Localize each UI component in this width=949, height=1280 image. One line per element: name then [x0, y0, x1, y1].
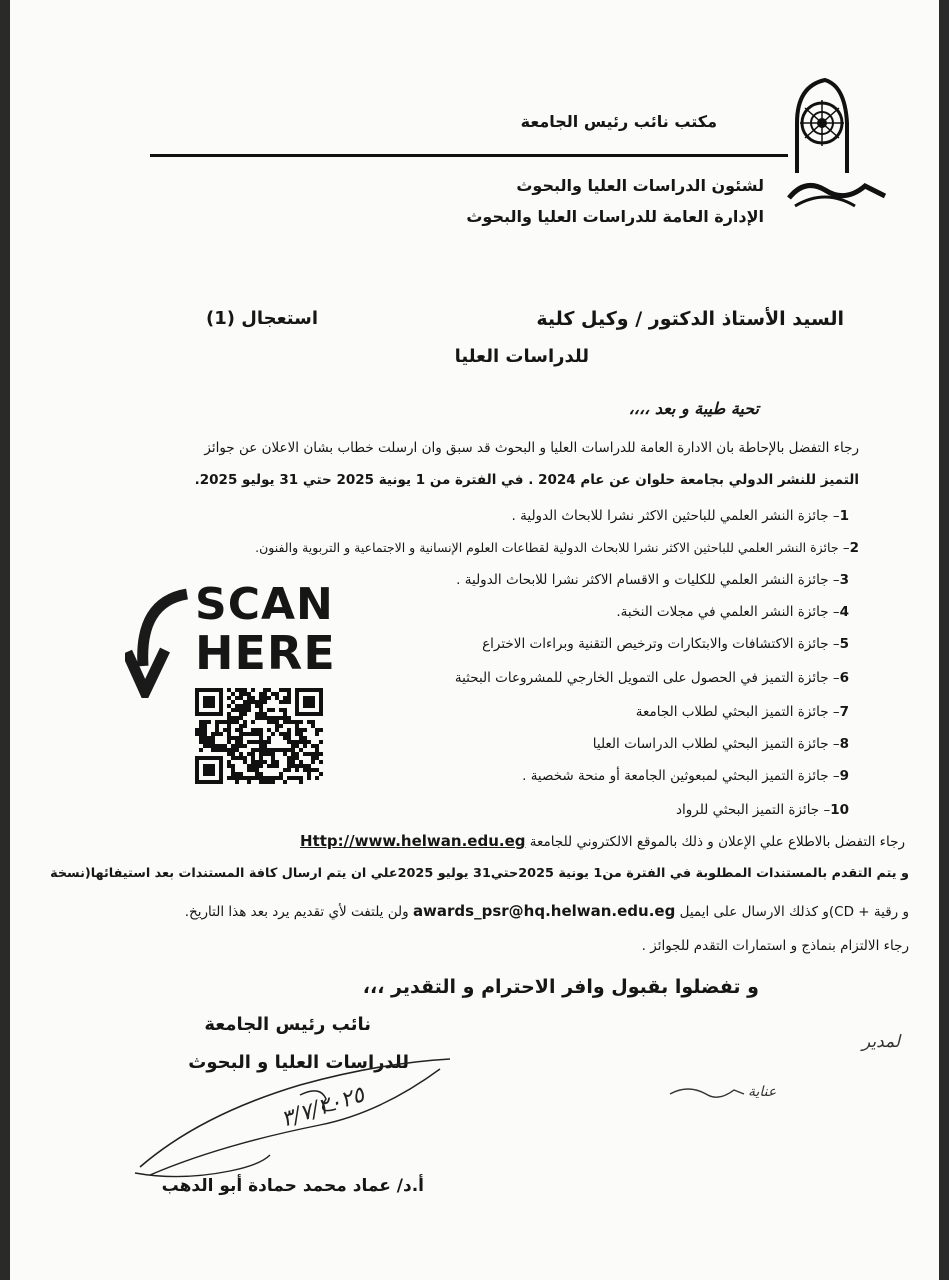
intro-line1: رجاء التفضل بالإحاطة بان الادارة العامة للدراسات العليا و البحوث قد سبق وان ارسلت خطاب بشان الاعلان عن جوائز	[204, 440, 859, 456]
award-text: جائزة الاكتشافات والابتكارات وترخيص التقنية وبراءات الاختراع	[482, 636, 829, 652]
list-item: 4– جائزة النشر العلمي في مجلات النخبة.	[616, 604, 849, 620]
award-text: جائزة التميز البحثي لمبعوثين الجامعة أو منحة شخصية .	[522, 768, 829, 784]
scan-here-block	[125, 579, 340, 792]
list-item: 9– جائزة التميز البحثي لمبعوثين الجامعة أو منحة شخصية .	[522, 768, 849, 784]
list-item: 7– جائزة التميز البحثي لطلاب الجامعة	[635, 704, 849, 720]
forms-line: رجاء الالتزام بنماذج و استمارات التقدم للجوائز .	[641, 938, 909, 954]
website-url[interactable]: Http://www.helwan.edu.eg	[300, 832, 526, 850]
closing-line: و تفضلوا بقبول وافر الاحترام و التقدير ،،،	[362, 976, 759, 998]
signatory-name: أ.د/ عماد محمد حمادة أبو الدهب	[161, 1176, 424, 1196]
list-item: 8– جائزة التميز البحثي لطلاب الدراسات العليا	[592, 736, 849, 752]
award-number: 1	[839, 508, 849, 524]
award-text: جائزة التميز البحثي لطلاب الجامعة	[635, 704, 829, 720]
letter-page	[10, 0, 939, 1280]
list-item: 5– جائزة الاكتشافات والابتكارات وترخيص التقنية وبراءات الاختراع	[482, 636, 849, 652]
award-text: جائزة التميز البحثي لطلاب الدراسات العليا	[592, 736, 829, 752]
award-number: 9	[839, 768, 849, 784]
website-text: رجاء التفضل بالاطلاع علي الإعلان و ذلك بالموقع الالكتروني للجامعة	[529, 834, 905, 850]
award-number: 6	[839, 670, 849, 686]
email-address[interactable]: awards_psr@hq.helwan.edu.eg	[412, 902, 676, 920]
handwritten-date: ٣/٧/٢٠٢٥	[278, 1082, 368, 1133]
list-item: 2– جائزة النشر العلمي للباحثين الاكثر نشرا للابحاث الدولية لقطاعات العلوم الإنسانية و الاجتماعية و التربوية والفنون.	[255, 540, 859, 556]
award-number: 2	[849, 540, 859, 556]
award-text: جائزة النشر العلمي للكليات و الاقسام الاكثر نشرا للابحاث الدولية .	[456, 572, 829, 588]
addressee-line2: للدراسات العليا	[454, 346, 589, 367]
university-seal-icon	[785, 78, 895, 218]
award-text: جائزة النشر العلمي في مجلات النخبة.	[616, 604, 829, 620]
list-item: 1– جائزة النشر العلمي للباحثين الاكثر نشرا للابحاث الدولية .	[511, 508, 849, 524]
website-line	[300, 832, 905, 850]
award-number: 7	[839, 704, 849, 720]
email-text-before: و رقية + CD)و كذلك الارسال على ايميل	[679, 904, 909, 920]
email-text-after: ولن يلتفت لأي تقديم يرد بعد هذا التاريخ.	[184, 904, 409, 920]
award-number: 4	[839, 604, 849, 620]
list-item: 6– جائزة التميز في الحصول على التمويل الخارجي للمشروعات البحثية	[454, 670, 849, 686]
email-line	[185, 902, 909, 920]
qr-code[interactable]	[195, 688, 323, 786]
award-text: جائزة النشر العلمي للباحثين الاكثر نشرا للابحاث الدولية لقطاعات العلوم الإنسانية و الاجتماعية و التربوية والفنون.	[255, 540, 839, 555]
greeting: تحية طيبة و بعد ،،،،	[628, 399, 759, 418]
margin-scribble	[668, 1080, 748, 1110]
here-label: HERE	[195, 626, 336, 680]
award-text: جائزة النشر العلمي للباحثين الاكثر نشرا للابحاث الدولية .	[511, 508, 829, 524]
signature-title1: نائب رئيس الجامعة	[204, 1014, 371, 1035]
curved-arrow-icon	[125, 588, 195, 698]
office-title: مكتب نائب رئيس الجامعة	[520, 112, 717, 131]
university-logo	[785, 78, 895, 218]
award-number: 3	[839, 572, 849, 588]
award-number: 5	[839, 636, 849, 652]
header-sector: لشئون الدراسات العليا والبحوث	[516, 176, 764, 195]
award-number: 10	[830, 802, 849, 818]
award-number: 8	[839, 736, 849, 752]
margin-note-2: عناية	[748, 1084, 777, 1100]
list-item: 3– جائزة النشر العلمي للكليات و الاقسام الاكثر نشرا للابحاث الدولية .	[456, 572, 849, 588]
award-text: جائزة التميز في الحصول على التمويل الخارجي للمشروعات البحثية	[454, 670, 829, 686]
urgency-label: استعجال (1)	[206, 308, 318, 329]
addressee-line1: السيد الأستاذ الدكتور / وكيل كلية	[536, 308, 844, 330]
signature-title2: للدراسات العليا و البحوث	[188, 1052, 409, 1073]
scan-label: SCAN	[195, 579, 334, 630]
list-item: 10– جائزة التميز البحثي للرواد	[675, 802, 849, 818]
award-text: جائزة التميز البحثي للرواد	[675, 802, 820, 818]
intro-line2: التميز للنشر الدولي بجامعة حلوان عن عام 2024 . في الفترة من 1 يونية 2025 حتي 31 يوليو 2025.	[194, 472, 859, 488]
header-divider	[150, 154, 788, 157]
margin-note-1: لمدير	[862, 1032, 901, 1052]
header-department: الإدارة العامة للدراسات العليا والبحوث	[466, 207, 764, 226]
submission-line: و يتم التقدم بالمستندات المطلوبة في الفترة من1 يونية 2025حتي31 يوليو 2025علي ان يتم ارسال كافة المستندات بعد استيفائها(نسخة	[50, 866, 909, 881]
